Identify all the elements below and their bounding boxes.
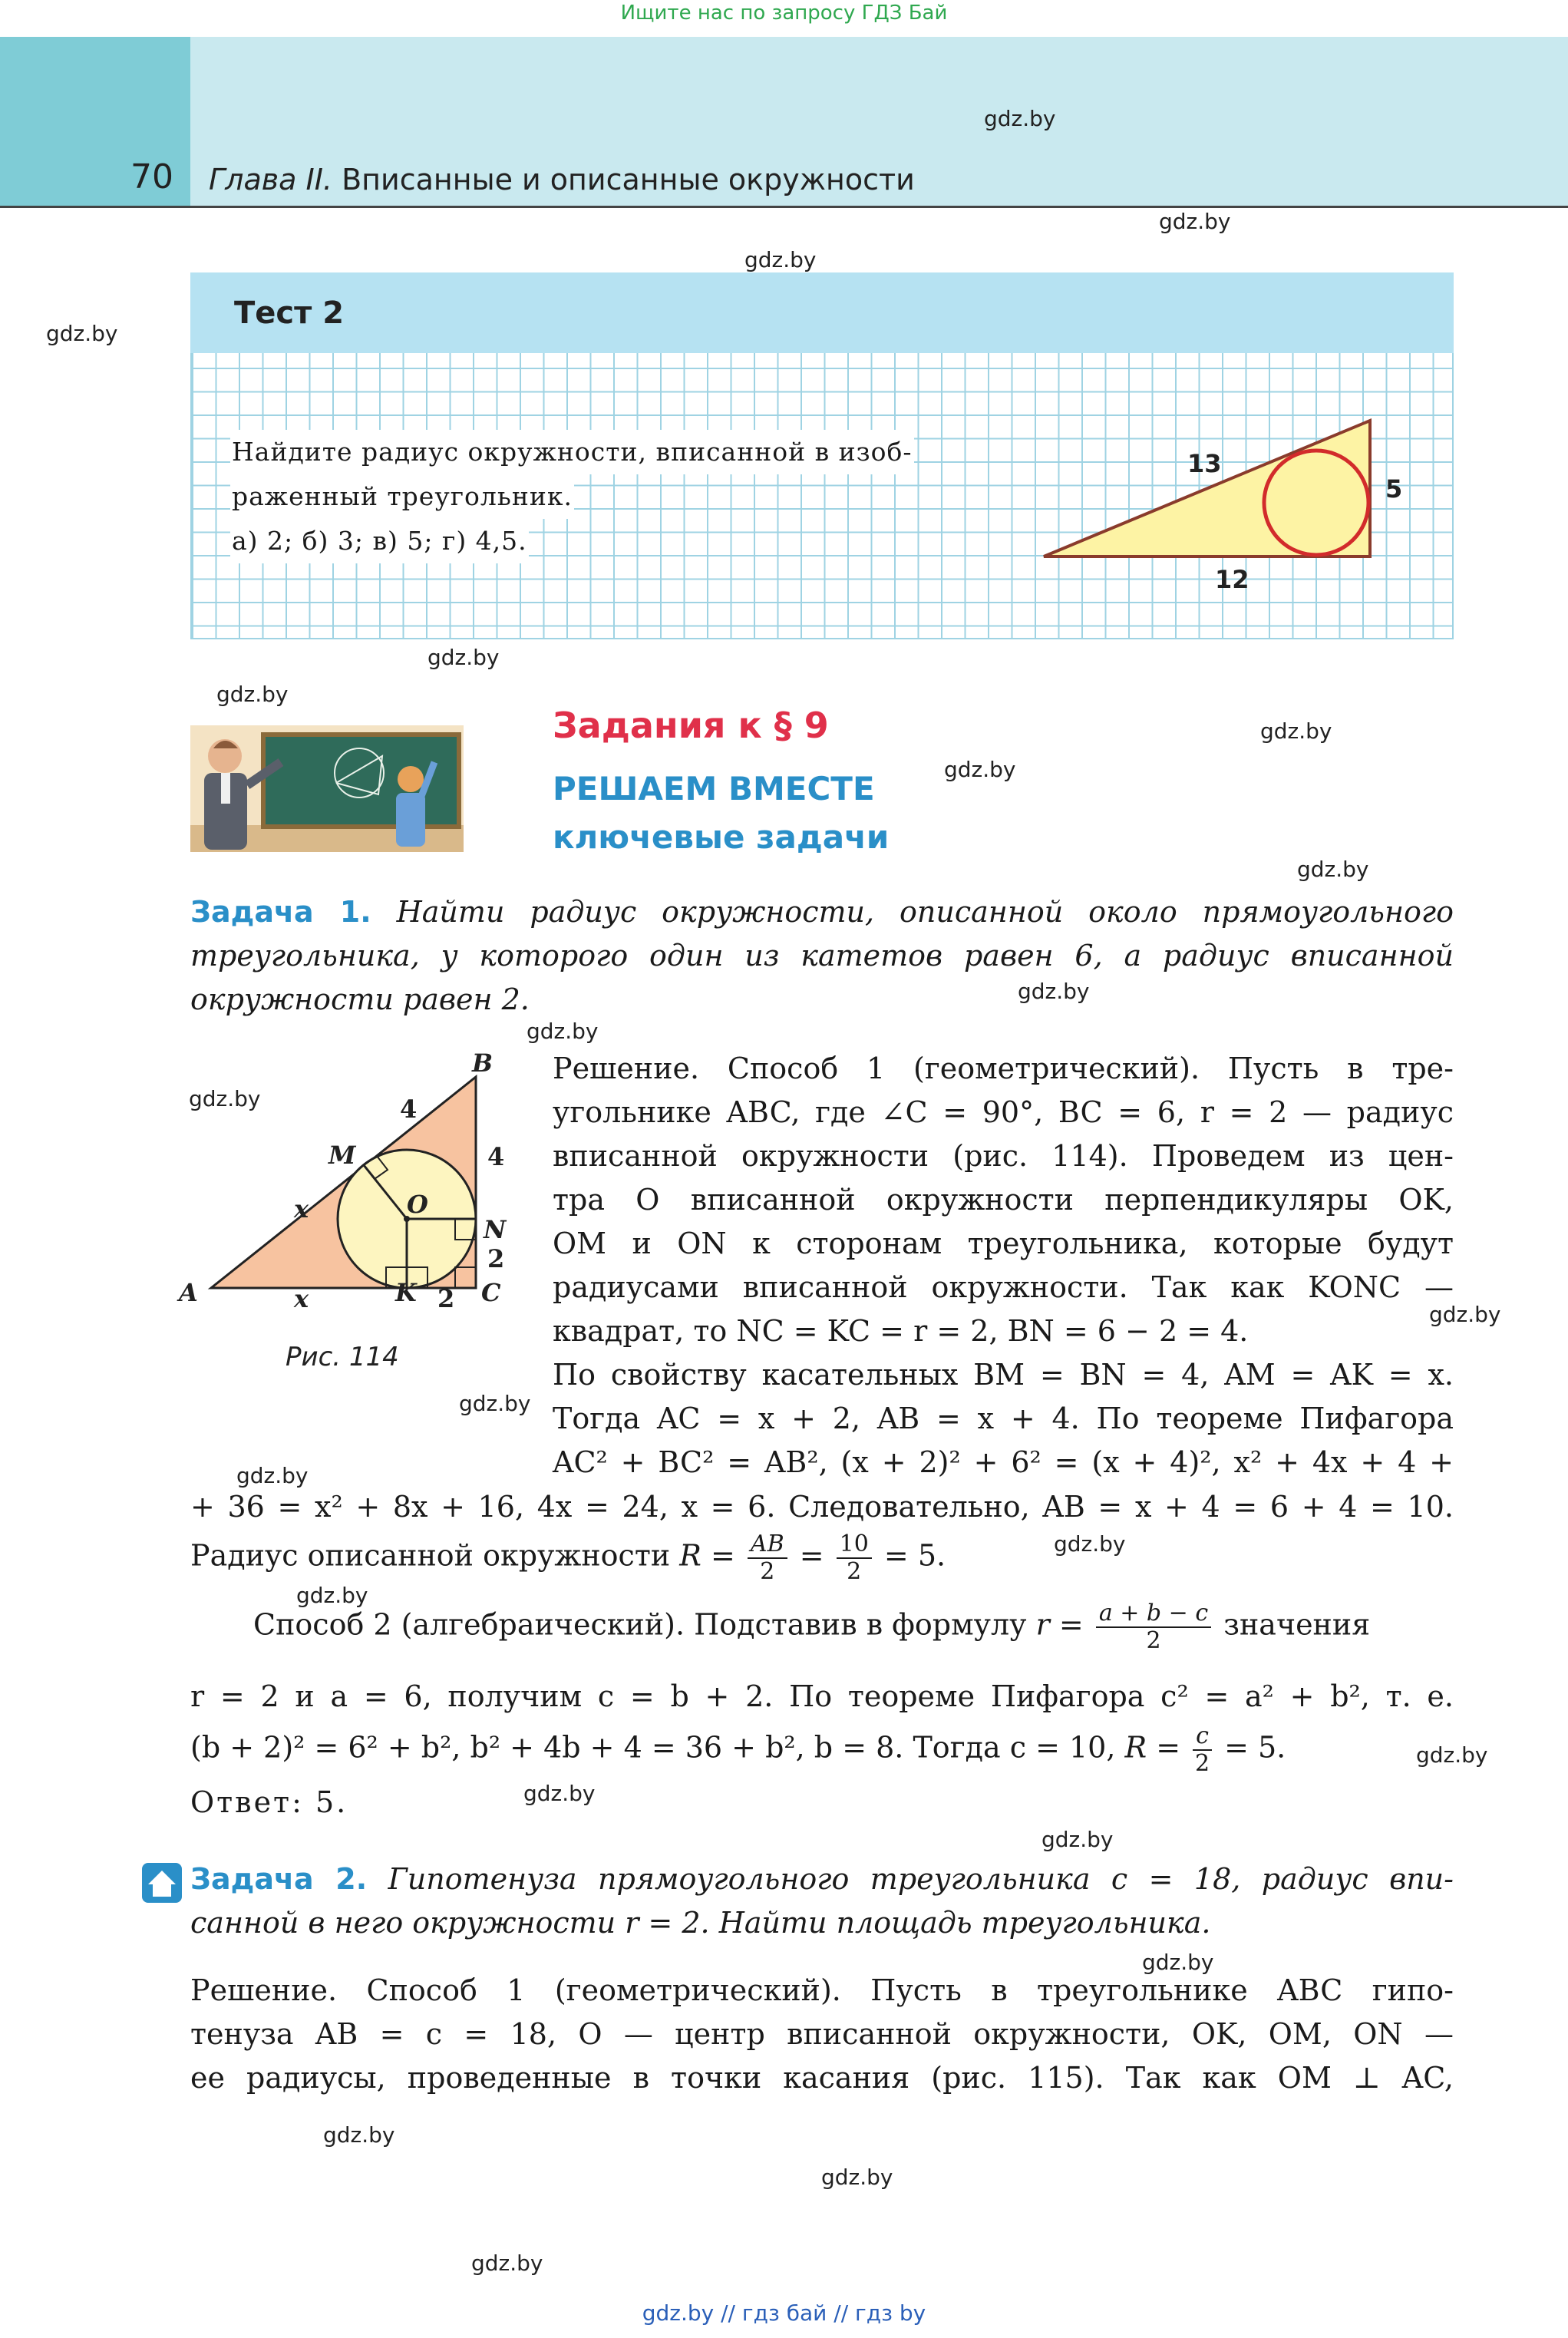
watermark: gdz.by (236, 1463, 309, 1488)
watermark: gdz.by (527, 1019, 599, 1044)
fig114-label-A: A (179, 1278, 198, 1307)
side-label-vert: 5 (1385, 474, 1403, 504)
test-line: раженный треугольник. (230, 474, 574, 519)
fraction-den: 2 (1146, 1627, 1161, 1654)
figure-114 (173, 1042, 533, 1330)
fig114-label-B: B (472, 1048, 494, 1078)
side-label-hyp: 13 (1187, 449, 1222, 478)
task1-line: Найти радиус окружности, описанной около прямоугольного (396, 895, 1454, 929)
watermark: gdz.by (1159, 209, 1231, 234)
watermark: gdz.by (821, 2165, 893, 2190)
task1-line: окружности равен 2. (190, 982, 530, 1016)
section-title: Задания к § 9 (553, 705, 829, 746)
test-line: а) 2; б) 3; в) 5; г) 4,5. (230, 519, 529, 563)
fraction (1193, 1723, 1212, 1777)
solution-line: OM и ON к сторонам треугольника, которые будут (553, 1227, 1454, 1260)
task2-statement (190, 1858, 1454, 1945)
task1-label: Задача 1. (190, 895, 371, 929)
solution-line: Тогда AC = x + 2, AB = x + 4. По теореме Пифагора (553, 1402, 1454, 1435)
fraction-num: a + b − c (1096, 1600, 1211, 1628)
fig114-label-N: N (484, 1215, 507, 1244)
chapter-name: Вписанные и описанные окружности (342, 163, 915, 196)
watermark: gdz.by (744, 247, 817, 272)
watermark: gdz.by (984, 106, 1056, 131)
watermark: gdz.by (1260, 718, 1332, 744)
test-triangle-figure (1028, 407, 1428, 606)
solution-line: угольнике ABC, где ∠C = 90°, BC = 6, r = 2 — радиус (553, 1095, 1454, 1129)
way2-line: r = 2 и a = 6, получим c = b + 2. По теореме Пифагора c² = a² + b², т. е. (190, 1679, 1454, 1713)
fraction-num: c (1193, 1723, 1212, 1751)
fraction-den: 2 (760, 1558, 775, 1585)
watermark: gdz.by (471, 2250, 543, 2276)
fraction (837, 1531, 872, 1585)
way2-start: Способ 2 (алгебраический). Подставив в формулу (253, 1607, 1027, 1642)
section-subtitle: РЕШАЕМ ВМЕСТЕ (553, 770, 875, 807)
watermark: gdz.by (459, 1391, 531, 1416)
fig114-seg-BM: 4 (400, 1095, 418, 1124)
solution-line: AC² + BC² = AB², (x + 2)² + 6² = (x + 4)², x² + 4x + 4 + (553, 1445, 1454, 1479)
way2-R-result: = 5. (1224, 1730, 1286, 1765)
watermark: gdz.by (1416, 1742, 1488, 1768)
fraction-num: AB (748, 1531, 787, 1559)
fraction-den: 2 (847, 1558, 862, 1585)
figure-caption: Рис. 114 (286, 1342, 399, 1372)
fig114-label-C: C (481, 1278, 501, 1307)
task1-line: треугольника, у которого один из катетов равен 6, а радиус вписанной (190, 939, 1454, 973)
classroom-illustration (190, 725, 464, 852)
task1-statement (190, 890, 1454, 1022)
fraction (748, 1531, 787, 1585)
way2-formula-prefix: r = (1035, 1607, 1084, 1642)
solution-line: По свойству касательных BM = BN = 4, AM = AK = x. (553, 1358, 1454, 1392)
fig114-seg-AM: x (294, 1194, 309, 1223)
solution-line: квадрат, то NC = KC = r = 2, BN = 6 − 2 = 4. (553, 1314, 1249, 1348)
watermark: gdz.by (323, 2122, 395, 2148)
way2-end: значения (1223, 1607, 1371, 1642)
way2-line (190, 1723, 1454, 1777)
fig114-seg-AK: x (294, 1284, 309, 1313)
test-question (230, 430, 982, 563)
fig114-seg-KC: 2 (437, 1284, 455, 1313)
watermark: gdz.by (944, 757, 1016, 782)
house-icon (140, 1861, 183, 1904)
section-subtitle-2: ключевые задачи (553, 818, 890, 856)
watermark: gdz.by (1018, 979, 1090, 1004)
fig114-label-O: O (407, 1190, 428, 1219)
test-line: Найдите радиус окружности, вписанной в изоб- (230, 430, 914, 474)
solution-line: радиусами вписанной окружности. Так как KONC — (553, 1270, 1454, 1304)
task2-line: Гипотенуза прямоугольного треугольника c = 18, радиус впи- (388, 1862, 1454, 1896)
watermark: gdz.by (1297, 857, 1369, 882)
test-header (190, 272, 1454, 353)
radius-formula-prefix: R = (679, 1538, 735, 1573)
chapter-prefix: Глава II. (209, 163, 332, 196)
page-number: 70 (130, 157, 173, 196)
circumradius-line: Радиус описанной окружности R = $\frac{AB}{2}$ = $\frac{10}{2}$ = 5. (190, 1531, 946, 1585)
watermark: gdz.by (523, 1781, 596, 1806)
top-note: Ищите нас по запросу ГДЗ Бай (620, 2, 948, 25)
watermark: gdz.by (189, 1086, 261, 1111)
solution-line-full: + 36 = x² + 8x + 16, 4x = 24, x = 6. Следовательно, AB = x + 4 = 6 + 4 = 10. (190, 1490, 1454, 1524)
task2-solution-line: Решение. Способ 1 (геометрический). Пусть в треугольнике ABC гипо- (190, 1973, 1454, 2007)
task1-solution (553, 1047, 1454, 1484)
radius-text: Радиус описанной окружности (190, 1538, 671, 1573)
answer: Ответ: 5. (190, 1785, 348, 1819)
fig114-label-K: K (395, 1278, 417, 1307)
chapter-title (209, 163, 915, 196)
solution-line: Решение. Способ 1 (геометрический). Пусть в тре- (553, 1052, 1454, 1085)
task2-solution-line: тенуза AB = c = 18, O — центр вписанной окружности, OK, OM, ON — (190, 2017, 1454, 2051)
watermark: gdz.by (1054, 1531, 1126, 1557)
task2-line: санной в него окружности r = 2. Найти площадь треугольника. (190, 1906, 1211, 1940)
fraction-num: 10 (837, 1531, 872, 1559)
watermark: gdz.by (427, 645, 500, 670)
footer-note: gdz.by // гдз бай // гдз by (642, 2300, 926, 2326)
solution-line: тра O вписанной окружности перпендикуляры OK, (553, 1183, 1454, 1217)
test-title: Тест 2 (234, 296, 345, 331)
watermark: gdz.by (1142, 1950, 1214, 1975)
solution-line: вписанной окружности (рис. 114). Проведем из цен- (553, 1139, 1454, 1173)
side-label-base: 12 (1215, 565, 1249, 594)
watermark: gdz.by (1041, 1827, 1114, 1852)
header-rule (0, 206, 1568, 208)
watermark: gdz.by (296, 1583, 368, 1608)
task2-solution-line: ее радиусы, проведенные в точки касания (рис. 115). Так как OM ⊥ AC, (190, 2061, 1454, 2095)
fig114-seg-BN: 4 (487, 1142, 505, 1171)
way2-line (253, 1600, 1454, 1654)
way2-R-prefix: R = (1124, 1730, 1181, 1765)
fig114-label-M: M (328, 1141, 356, 1170)
watermark: gdz.by (1429, 1302, 1501, 1327)
fig114-seg-NC: 2 (487, 1244, 505, 1273)
watermark: gdz.by (46, 321, 118, 346)
fraction (1096, 1600, 1211, 1654)
fraction-den: 2 (1195, 1750, 1210, 1777)
radius-result: = 5. (883, 1538, 946, 1573)
test-triangle (1044, 421, 1370, 556)
task2-solution (190, 1969, 1454, 2100)
task2-label: Задача 2. (190, 1862, 368, 1896)
way2-line3: (b + 2)² = 6² + b², b² + 4b + 4 = 36 + b², b = 8. Тогда c = 10, (190, 1730, 1116, 1765)
watermark: gdz.by (216, 682, 289, 707)
